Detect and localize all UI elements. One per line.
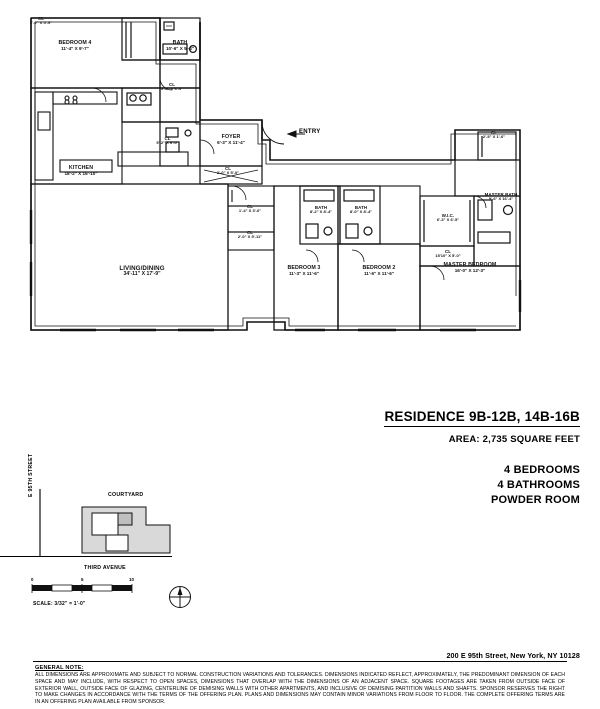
room-label-kitchen: KITCHEN 18'-2" X 16'-10" [64,165,98,177]
room-label-closet-4: CL 2'-0" X 5'-0" [216,166,240,176]
key-map-avenue-label: THIRD AVENUE [84,565,126,571]
unit-features [225,463,580,508]
bedrooms-count: 4 BEDROOMS [504,464,580,476]
title-block [225,408,580,508]
room-label-bedroom-3: BEDROOM 3 11'-3" X 11'-6" [287,265,321,277]
key-map-divider [0,556,172,557]
entry-label: ENTRY [299,129,321,135]
room-label-closet-1: CL 2'-0" X 5'-9" [29,16,53,26]
area-label: AREA: 2,735 SQUARE FEET [448,434,580,445]
room-label-master-bedroom: MASTER BEDROOM 16'-0" X 12'-3" [443,262,497,274]
room-label-closet-2: CL 3'-8" X 3'-0" [160,82,184,92]
scale-bar-svg [30,583,155,597]
scale-tick-5: 5 [81,577,84,582]
room-label-bedroom-2: BEDROOM 2 11'-6" X 11'-6" [362,265,396,277]
room-label-closet-3: CL 5'-2" X 6'-0" [156,136,179,146]
room-label-closet-8: CL 2'-5" X 1'-6" [482,130,506,140]
room-label-wic: W.I.C. 6'-3" X 6'-5" [436,213,460,223]
room-label-closet-5: CL 1'-4" X 3'-6" [238,204,262,214]
scale-note: SCALE: 3/32" = 1'-0" [33,601,86,607]
north-arrow-icon [166,583,194,616]
general-note-divider [33,661,567,662]
room-label-master-bath: MASTER BATH 9'-6" X 16'-4" [484,192,518,202]
general-note [35,665,565,706]
key-map-street-label: E 95TH STREET [28,453,34,497]
room-label-bath-2: BATH 8'-2" X 8'-4" [309,205,333,215]
scale-bar [30,583,155,602]
scale-tick-10: 10 [129,577,134,582]
room-label-bedroom-4: BEDROOM 4 11'-4" X 9'-7" [58,40,92,52]
north-arrow-svg [166,583,194,611]
room-label-bath-3: BATH 8'-0" X 8'-4" [349,205,373,215]
room-label-closet-6: CL 2'-0" X 5'-11" [237,230,263,240]
powder-room-label: POWDER ROOM [491,493,580,506]
general-note-body: ALL DIMENSIONS ARE APPROXIMATE AND SUBJECT TO NORMAL CONSTRUCTION VARIATIONS AND TOLERANCES. DIMENSIONS INDICATED REFLECT, APPROXIMATELY, THE PREDOMINANT DIMENSION OF EACH SPACE AND MAY INCLUDE, WITH RESPECT TO OPEN SPACES, DIMENSIONS THAT OVERLAP WITH THE DIMENSIONS OF AN ADJACENT SPACE. SQUARE FOOTAGES ARE TAKEN FROM OUTSIDE FACE OF EXTERIOR WALL, OUTSIDE FACE OF GLAZING, CENTERLINE OF DEMISING WALLS WITH OTHER APARTMENTS, AND INCLUSIVE OF DEMISING PARTITION WALLS AND SHAFTS. SPONSOR RESERVES THE RIGHT TO MAKE CHANGES IN ACCORDANCE WITH THE TERMS OF THE OFFERING PLAN. PLANS AND DIMENSIONS MAY CONTAIN MINOR VARIATIONS FROM FLOOR TO FLOOR. THE COMPLETE OFFERING TERMS ARE IN AN OFFERING PLAN AVAILABLE FROM SPONSOR. [35,672,565,706]
room-label-bath-1: BATH 10'-6" X 5'-4" [166,40,194,52]
residence-title: RESIDENCE 9B-12B, 14B-16B [384,409,580,427]
key-map-courtyard-label: COURTYARD [108,492,144,498]
building-address: 200 E 95th Street, New York, NY 10128 [446,651,580,660]
room-label-foyer: FOYER 6'-3" X 11'-4" [217,134,245,146]
room-label-living-dining: LIVING/DINING 34'-11" X 17'-9" [119,265,165,278]
bathrooms-count: 4 BATHROOMS [497,478,580,491]
scale-tick-0: 0 [31,577,34,582]
general-note-title: GENERAL NOTE: [35,665,84,671]
room-label-closet-7: CL 15'10" X 5'-0" [435,249,461,259]
